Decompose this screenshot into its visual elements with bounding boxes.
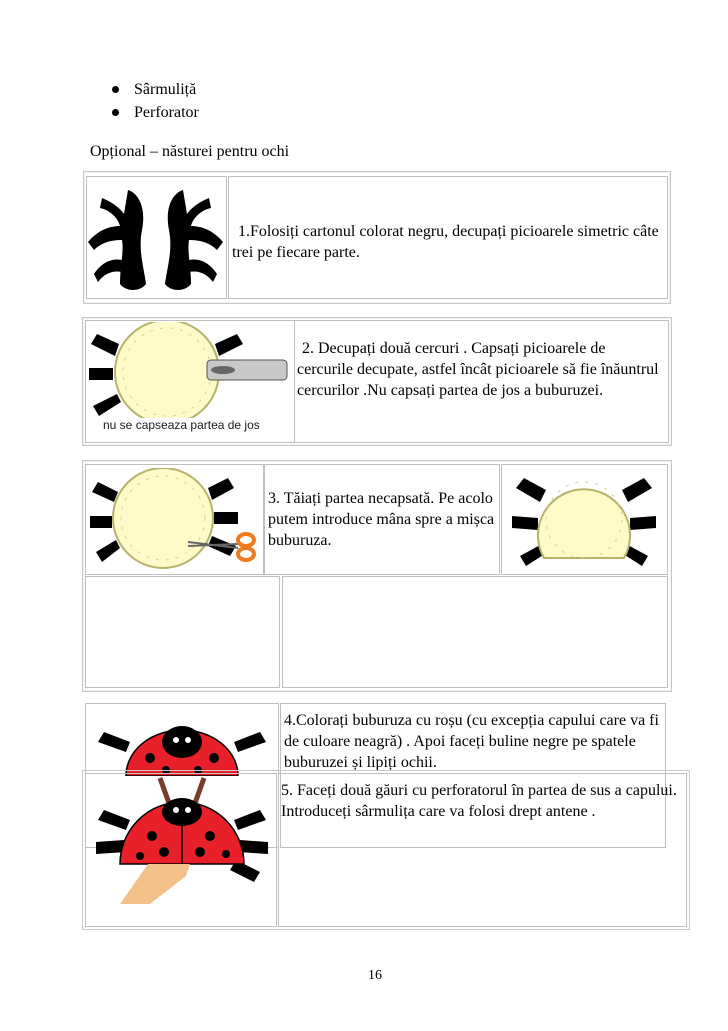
step1-text: 1.Folosiți cartonul colorat negru, decupați picioarele simetric câte trei pe fiecare parte. [232, 223, 659, 261]
optional-note: Opțional – năsturei pentru ochi [90, 143, 290, 160]
material-item: Sârmuliță [104, 78, 199, 101]
ladybug-hand-image [90, 776, 274, 904]
cut-circle-scissors-image [88, 468, 260, 570]
step2-text: 2. Decupați două cercuri . Capsați picioarele de cercurile decupate, astfel încât picioarele să fie înăuntrul cercurilor .Nu capsați partea de jos a buburuzei. [297, 340, 659, 399]
materials-list [104, 78, 199, 124]
step3-empty-cell-right [282, 576, 668, 688]
step4-text: 4.Colorați buburuza cu roșu (cu excepția capului care va fi de culoare neagră) . Apoi faceți buline negre pe spatele buburuzei și lipiți ochii. [284, 712, 659, 771]
open-circle-image [506, 466, 662, 570]
stapled-circle-image [87, 322, 291, 418]
red-ladybug-image [90, 714, 274, 776]
step3-empty-cell-left [85, 576, 280, 688]
material-item: Perforator [104, 101, 199, 124]
step5-text: 5. Faceți două găuri cu perforatorul în partea de sus a capului. Introduceți sârmulița care va folosi drept antene . [281, 782, 677, 820]
legs-cutout-image [88, 180, 223, 295]
step3-text: 3. Tăiați partea necapsată. Pe acolo putem introduce mâna spre a mișca buburuza. [268, 490, 495, 549]
step2-image-caption: nu se capseaza partea de jos [103, 418, 260, 432]
page-number: 16 [368, 968, 382, 983]
